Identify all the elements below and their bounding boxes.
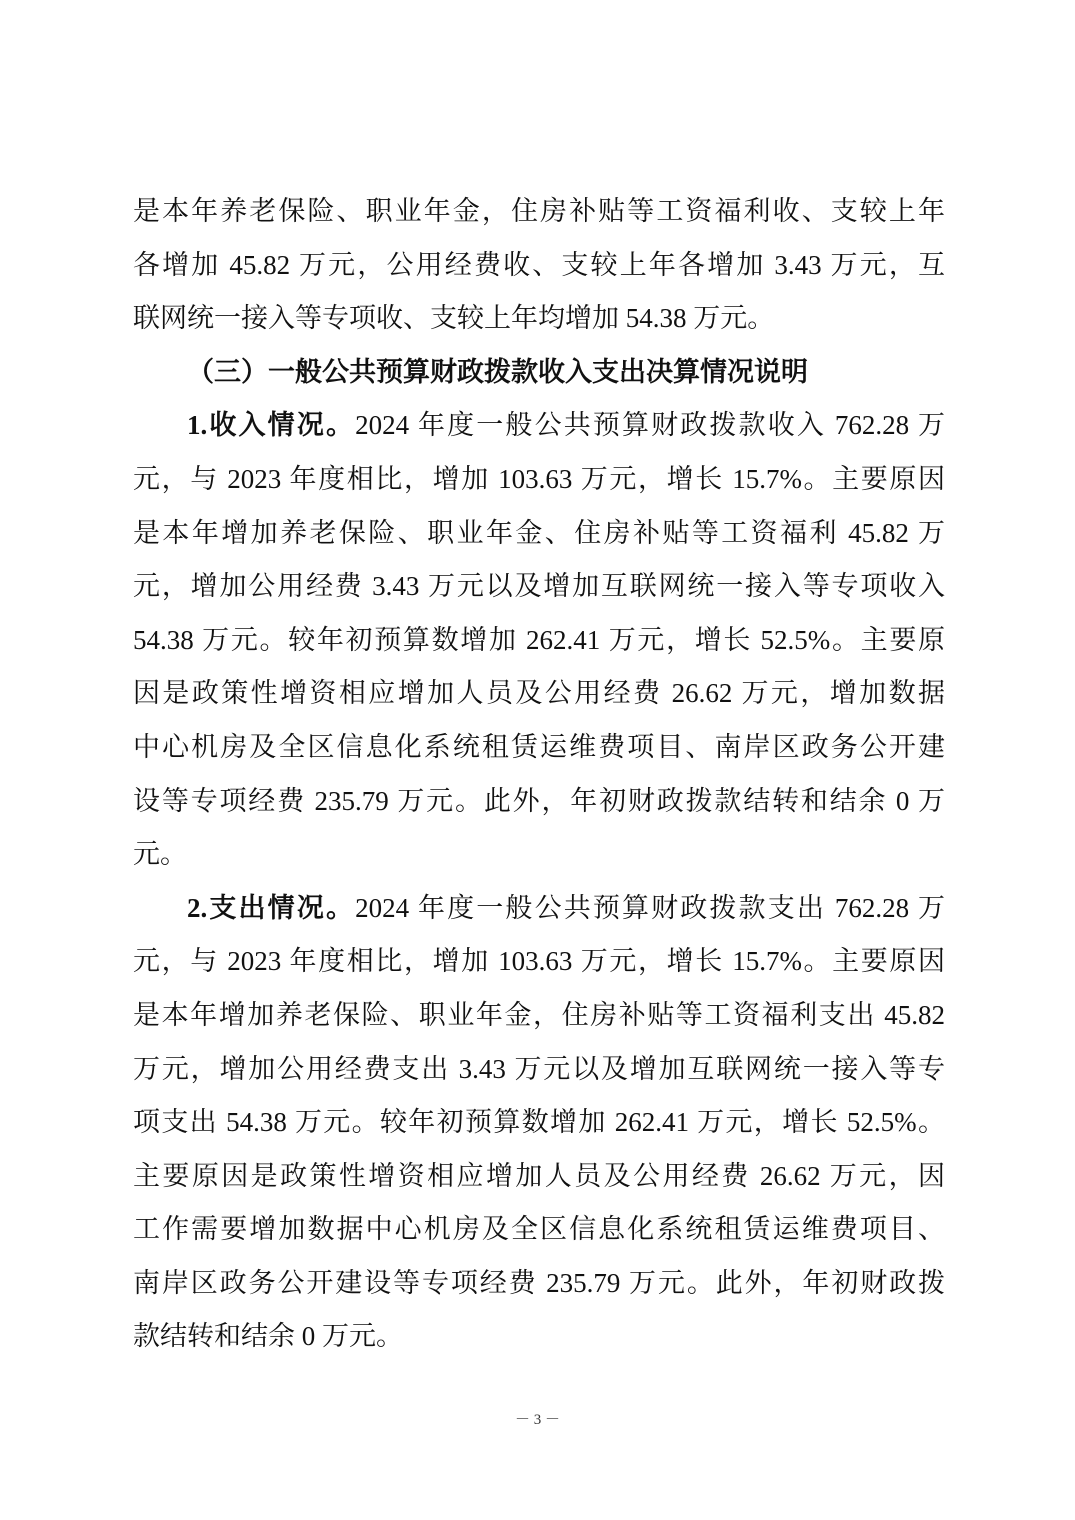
text-line: 南岸区政务公开建设等专项经费 235.79 万元。此外，年初财政拨 [133,1267,945,1298]
text-line: 元。 [133,839,187,870]
text-line: 是本年养老保险、职业年金，住房补贴等工资福利收、支较上年 [133,196,945,226]
text-span: 2024 年度一般公共预算财政拨款收入 762.28 万 [355,410,946,441]
text-line: 款结转和结余 0 万元。 [133,1321,403,1352]
text-span: 2024 年度一般公共预算财政拨款支出 762.28 万 [355,892,946,923]
text-line: 是本年增加养老保险、职业年金、住房补贴等工资福利 45.82 万 [133,517,945,548]
paragraph-lead: 1.收入情况。 [187,410,356,441]
text-line: 万元，增加公用经费支出 3.43 万元以及增加互联网统一接入等专 [133,1053,945,1084]
paragraph-income [133,399,945,881]
text-line: 中心机房及全区信息化系统租赁运维费项目、南岸区政务公开建 [133,731,945,762]
text-line: 工作需要增加数据中心机房及全区信息化系统租赁运维费项目、 [133,1214,945,1245]
text-line: 元，增加公用经费 3.43 万元以及增加互联网统一接入等专项收入 [133,571,945,602]
paragraph-continued [133,185,945,346]
text-line [133,882,945,936]
section-heading: （三）一般公共预算财政拨款收入支出决算情况说明 [187,356,808,387]
text-line: 各增加 45.82 万元，公用经费收、支较上年各增加 3.43 万元，互 [133,249,945,280]
text-line [133,399,945,453]
text-line: 主要原因是政策性增资相应增加人员及公用经费 26.62 万元，因 [133,1160,945,1191]
text-line: 因是政策性增资相应增加人员及公用经费 26.62 万元，增加数据 [133,678,945,709]
text-line: 元，与 2023 年度相比，增加 103.63 万元，增长 15.7%。主要原因 [133,946,945,977]
text-line: 联网统一接入等专项收、支较上年均增加 54.38 万元。 [133,303,775,334]
paragraph-expenditure [133,882,945,1364]
text-line: 是本年增加养老保险、职业年金，住房补贴等工资福利支出 45.82 [133,999,945,1030]
text-line: 54.38 万元。较年初预算数增加 262.41 万元，增长 52.5%。主要原 [133,624,945,655]
text-line: 元，与 2023 年度相比，增加 103.63 万元，增长 15.7%。主要原因 [133,463,945,494]
text-line: 设等专项经费 235.79 万元。此外，年初财政拨款结转和结余 0 万 [133,785,945,816]
document-body [133,185,945,1364]
paragraph-lead: 2.支出情况。 [187,892,356,923]
text-line: 项支出 54.38 万元。较年初预算数增加 262.41 万元，增长 52.5%。 [133,1107,945,1138]
page-number: － 3 － [514,1412,560,1428]
